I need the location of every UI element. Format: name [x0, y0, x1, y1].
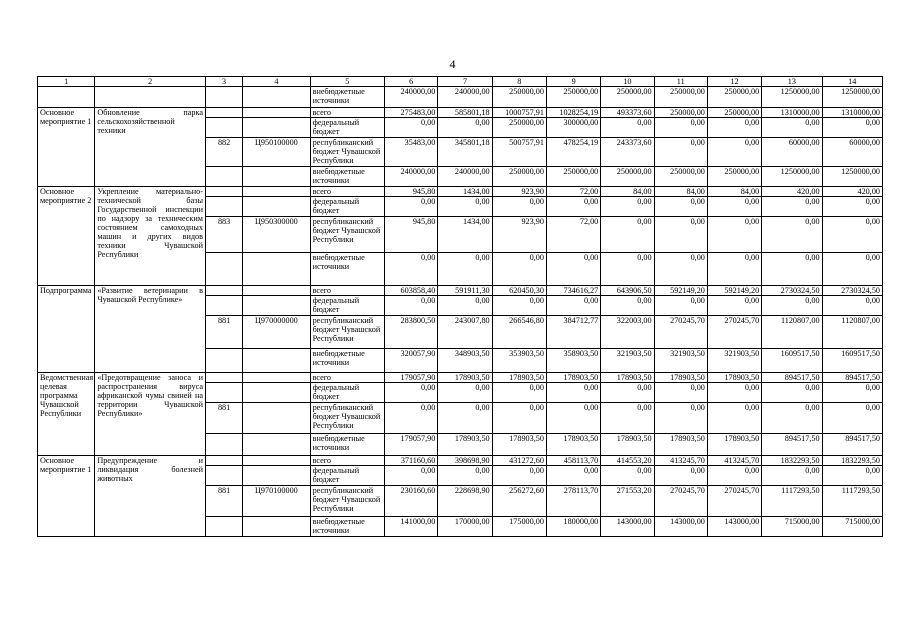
grbs-code-cell: 883 [205, 217, 242, 253]
value-cell: 413245,70 [707, 456, 761, 466]
funding-source-cell: всего [310, 187, 384, 197]
value-cell: 270245,70 [654, 316, 707, 349]
header-cell: 13 [762, 77, 822, 87]
value-cell: 923,90 [492, 187, 546, 197]
table-row [38, 108, 883, 118]
value-cell: 0,00 [438, 383, 492, 403]
funding-source-cell: внебюджетные источники [310, 517, 384, 537]
value-cell: 1310000,00 [762, 108, 822, 118]
table-row [38, 456, 883, 466]
value-cell: 250000,00 [492, 87, 546, 108]
value-cell: 0,00 [822, 296, 882, 316]
value-cell: 0,00 [438, 296, 492, 316]
value-cell: 0,00 [654, 403, 707, 434]
value-cell: 620450,30 [492, 286, 546, 296]
value-cell: 0,00 [707, 253, 761, 286]
program-name-cell: «Предотвращение заноса и распространения вируса африканской чумы свиней на территории Чувашской Республики» [95, 373, 206, 456]
program-name-cell: Обновление парка сельскохозяйственной техники [95, 108, 206, 187]
funding-source-cell: федеральный бюджет [310, 466, 384, 486]
value-cell: 0,00 [385, 197, 438, 217]
target-article-cell: Ц970100000 [243, 486, 310, 517]
program-status-cell: Основное мероприятие 1 [38, 108, 95, 187]
funding-source-cell: республиканский бюджет Чувашской Республики [310, 138, 384, 167]
value-cell: 1250000,00 [822, 167, 882, 187]
funding-source-cell: федеральный бюджет [310, 197, 384, 217]
page-number: 4 [449, 57, 456, 71]
header-row [38, 77, 883, 87]
value-cell: 1250000,00 [762, 87, 822, 108]
value-cell: 250000,00 [546, 167, 600, 187]
header-cell: 8 [492, 77, 546, 87]
grbs-code-cell [205, 517, 242, 537]
value-cell: 250000,00 [707, 167, 761, 187]
header-cell: 9 [546, 77, 600, 87]
header-cell: 12 [707, 77, 761, 87]
value-cell: 0,00 [546, 466, 600, 486]
value-cell: 1609517,50 [762, 349, 822, 373]
value-cell: 0,00 [654, 118, 707, 138]
value-cell: 0,00 [385, 296, 438, 316]
funding-source-cell: внебюджетные источники [310, 167, 384, 187]
value-cell: 143000,00 [601, 517, 654, 537]
value-cell: 0,00 [707, 296, 761, 316]
target-article-cell [243, 87, 310, 108]
funding-source-cell: всего [310, 373, 384, 383]
value-cell: 178903,50 [546, 373, 600, 383]
value-cell: 0,00 [438, 118, 492, 138]
target-article-cell: Ц950300000 [243, 217, 310, 253]
grbs-code-cell [205, 197, 242, 217]
funding-source-cell: федеральный бюджет [310, 118, 384, 138]
value-cell: 0,00 [546, 296, 600, 316]
grbs-code-cell [205, 383, 242, 403]
value-cell: 371160,60 [385, 456, 438, 466]
value-cell: 894517,50 [762, 373, 822, 383]
value-cell: 35483,00 [385, 138, 438, 167]
value-cell: 250000,00 [654, 87, 707, 108]
value-cell: 256272,60 [492, 486, 546, 517]
value-cell: 643906,50 [601, 286, 654, 296]
value-cell: 945,80 [385, 187, 438, 197]
value-cell: 240000,00 [438, 167, 492, 187]
value-cell: 0,00 [385, 466, 438, 486]
value-cell: 413245,70 [654, 456, 707, 466]
value-cell: 243373,60 [601, 138, 654, 167]
value-cell: 72,00 [546, 217, 600, 253]
value-cell: 0,00 [385, 403, 438, 434]
funding-source-cell: внебюджетные источники [310, 434, 384, 456]
header-cell: 14 [822, 77, 882, 87]
value-cell: 500757,91 [492, 138, 546, 167]
value-cell: 0,00 [601, 466, 654, 486]
value-cell: 715000,00 [822, 517, 882, 537]
value-cell: 0,00 [385, 253, 438, 286]
value-cell: 178903,50 [654, 434, 707, 456]
value-cell: 0,00 [762, 197, 822, 217]
target-article-cell [243, 167, 310, 187]
value-cell: 178903,50 [707, 434, 761, 456]
funding-source-cell: всего [310, 456, 384, 466]
value-cell: 178903,50 [601, 373, 654, 383]
value-cell: 0,00 [654, 253, 707, 286]
target-article-cell [243, 456, 310, 466]
value-cell: 0,00 [492, 296, 546, 316]
value-cell: 1117293,50 [822, 486, 882, 517]
value-cell: 0,00 [546, 403, 600, 434]
value-cell: 179057,90 [385, 434, 438, 456]
table-row [38, 187, 883, 197]
grbs-code-cell: 882 [205, 138, 242, 167]
grbs-code-cell [205, 373, 242, 383]
funding-source-cell: республиканский бюджет Чувашской Республики [310, 316, 384, 349]
value-cell: 1250000,00 [762, 167, 822, 187]
program-status-cell: Основное мероприятие 2 [38, 187, 95, 286]
value-cell: 322003,00 [601, 316, 654, 349]
value-cell: 178903,50 [438, 373, 492, 383]
program-status-cell: Основное мероприятие 1 [38, 456, 95, 537]
value-cell: 0,00 [492, 383, 546, 403]
value-cell: 458113,70 [546, 456, 600, 466]
header-cell: 2 [95, 77, 206, 87]
program-name-cell: Предупреждение и ликвидация болезней животных [95, 456, 206, 537]
value-cell: 270245,70 [707, 316, 761, 349]
target-article-cell: Ц950100000 [243, 138, 310, 167]
value-cell: 0,00 [822, 118, 882, 138]
value-cell: 585801,18 [438, 108, 492, 118]
value-cell: 0,00 [385, 118, 438, 138]
value-cell: 0,00 [822, 217, 882, 253]
program-name-cell: Укрепление материально-технической базы Государственной инспекции по надзору за техническим состоянием самоходных машин и других видов техники Чувашской Республики [95, 187, 206, 286]
value-cell: 266546,80 [492, 316, 546, 349]
value-cell: 72,00 [546, 187, 600, 197]
target-article-cell [243, 517, 310, 537]
value-cell: 0,00 [492, 403, 546, 434]
program-status-cell: Ведомственная целевая программа Чувашской Республики [38, 373, 95, 456]
value-cell: 0,00 [438, 466, 492, 486]
value-cell: 0,00 [822, 466, 882, 486]
value-cell: 0,00 [654, 197, 707, 217]
value-cell: 243007,80 [438, 316, 492, 349]
value-cell: 431272,60 [492, 456, 546, 466]
value-cell: 894517,50 [822, 373, 882, 383]
funding-source-cell: федеральный бюджет [310, 296, 384, 316]
value-cell: 0,00 [762, 217, 822, 253]
value-cell: 0,00 [762, 118, 822, 138]
grbs-code-cell [205, 253, 242, 286]
value-cell: 60000,00 [822, 138, 882, 167]
target-article-cell [243, 373, 310, 383]
value-cell: 240000,00 [385, 87, 438, 108]
value-cell: 0,00 [654, 138, 707, 167]
value-cell: 84,00 [601, 187, 654, 197]
budget-table [37, 76, 883, 537]
value-cell: 178903,50 [546, 434, 600, 456]
value-cell: 0,00 [546, 253, 600, 286]
value-cell: 0,00 [822, 403, 882, 434]
program-status-cell: Подпрограмма [38, 286, 95, 373]
value-cell: 1434,00 [438, 187, 492, 197]
value-cell: 250000,00 [492, 167, 546, 187]
value-cell: 0,00 [762, 403, 822, 434]
value-cell: 250000,00 [654, 108, 707, 118]
value-cell: 1117293,50 [762, 486, 822, 517]
header-cell: 6 [385, 77, 438, 87]
value-cell: 0,00 [707, 383, 761, 403]
value-cell: 2730324,50 [822, 286, 882, 296]
grbs-code-cell [205, 118, 242, 138]
header-cell: 1 [38, 77, 95, 87]
grbs-code-cell [205, 434, 242, 456]
value-cell: 734616,27 [546, 286, 600, 296]
value-cell: 0,00 [601, 197, 654, 217]
value-cell: 0,00 [601, 118, 654, 138]
value-cell: 0,00 [707, 466, 761, 486]
grbs-code-cell [205, 167, 242, 187]
value-cell: 321903,50 [654, 349, 707, 373]
value-cell: 592149,20 [654, 286, 707, 296]
program-status-cell [38, 87, 95, 108]
value-cell: 0,00 [601, 403, 654, 434]
value-cell: 230160,60 [385, 486, 438, 517]
value-cell: 0,00 [546, 383, 600, 403]
grbs-code-cell [205, 466, 242, 486]
value-cell: 0,00 [822, 197, 882, 217]
value-cell: 923,90 [492, 217, 546, 253]
value-cell: 178903,50 [492, 373, 546, 383]
value-cell: 715000,00 [762, 517, 822, 537]
value-cell: 0,00 [601, 383, 654, 403]
value-cell: 0,00 [707, 138, 761, 167]
value-cell: 0,00 [546, 197, 600, 217]
value-cell: 1000757,91 [492, 108, 546, 118]
value-cell: 0,00 [492, 466, 546, 486]
value-cell: 275483,00 [385, 108, 438, 118]
target-article-cell [243, 187, 310, 197]
value-cell: 414553,20 [601, 456, 654, 466]
target-article-cell [243, 349, 310, 373]
target-article-cell [243, 108, 310, 118]
value-cell: 250000,00 [546, 87, 600, 108]
value-cell: 178903,50 [654, 373, 707, 383]
target-article-cell [243, 253, 310, 286]
table-row [38, 373, 883, 383]
value-cell: 591911,30 [438, 286, 492, 296]
funding-source-cell: всего [310, 108, 384, 118]
grbs-code-cell [205, 296, 242, 316]
value-cell: 0,00 [707, 403, 761, 434]
value-cell: 271553,20 [601, 486, 654, 517]
grbs-code-cell: 881 [205, 316, 242, 349]
header-cell: 4 [243, 77, 310, 87]
value-cell: 60000,00 [762, 138, 822, 167]
value-cell: 894517,50 [822, 434, 882, 456]
value-cell: 250000,00 [492, 118, 546, 138]
value-cell: 592149,20 [707, 286, 761, 296]
value-cell: 240000,00 [438, 87, 492, 108]
grbs-code-cell: 881 [205, 403, 242, 434]
target-article-cell [243, 286, 310, 296]
target-article-cell [243, 434, 310, 456]
value-cell: 478254,19 [546, 138, 600, 167]
value-cell: 1609517,50 [822, 349, 882, 373]
funding-source-cell: республиканский бюджет Чувашской Республики [310, 217, 384, 253]
value-cell: 2730324,50 [762, 286, 822, 296]
program-name-cell: «Развитие ветеринарии в Чувашской Республике» [95, 286, 206, 373]
value-cell: 84,00 [654, 187, 707, 197]
value-cell: 300000,00 [546, 118, 600, 138]
value-cell: 1434,00 [438, 217, 492, 253]
value-cell: 0,00 [438, 403, 492, 434]
value-cell: 603858,40 [385, 286, 438, 296]
grbs-code-cell: 881 [205, 486, 242, 517]
value-cell: 0,00 [762, 253, 822, 286]
funding-source-cell: внебюджетные источники [310, 253, 384, 286]
header-cell: 10 [601, 77, 654, 87]
value-cell: 0,00 [438, 253, 492, 286]
value-cell: 358903,50 [546, 349, 600, 373]
table-row [38, 87, 883, 108]
value-cell: 141000,00 [385, 517, 438, 537]
value-cell: 283800,50 [385, 316, 438, 349]
grbs-code-cell [205, 87, 242, 108]
target-article-cell [243, 403, 310, 434]
value-cell: 178903,50 [492, 434, 546, 456]
grbs-code-cell [205, 456, 242, 466]
target-article-cell [243, 118, 310, 138]
value-cell: 1250000,00 [822, 87, 882, 108]
value-cell: 0,00 [385, 383, 438, 403]
value-cell: 1120807,00 [822, 316, 882, 349]
target-article-cell [243, 466, 310, 486]
value-cell: 170000,00 [438, 517, 492, 537]
value-cell: 0,00 [654, 217, 707, 253]
value-cell: 321903,50 [707, 349, 761, 373]
value-cell: 143000,00 [654, 517, 707, 537]
value-cell: 493373,60 [601, 108, 654, 118]
value-cell: 345801,18 [438, 138, 492, 167]
value-cell: 0,00 [438, 197, 492, 217]
target-article-cell [243, 296, 310, 316]
value-cell: 0,00 [654, 383, 707, 403]
value-cell: 270245,70 [654, 486, 707, 517]
value-cell: 178903,50 [438, 434, 492, 456]
value-cell: 0,00 [707, 197, 761, 217]
grbs-code-cell [205, 286, 242, 296]
funding-source-cell: внебюджетные источники [310, 87, 384, 108]
funding-source-cell: республиканский бюджет Чувашской Республики [310, 403, 384, 434]
value-cell: 1120807,00 [762, 316, 822, 349]
value-cell: 250000,00 [654, 167, 707, 187]
table-row [38, 286, 883, 296]
value-cell: 250000,00 [601, 87, 654, 108]
value-cell: 0,00 [762, 466, 822, 486]
value-cell: 180000,00 [546, 517, 600, 537]
header-cell: 11 [654, 77, 707, 87]
grbs-code-cell [205, 187, 242, 197]
target-article-cell [243, 383, 310, 403]
funding-source-cell: внебюджетные источники [310, 349, 384, 373]
value-cell: 0,00 [762, 296, 822, 316]
value-cell: 0,00 [601, 253, 654, 286]
value-cell: 179057,90 [385, 373, 438, 383]
value-cell: 420,00 [822, 187, 882, 197]
value-cell: 353903,50 [492, 349, 546, 373]
value-cell: 0,00 [762, 383, 822, 403]
value-cell: 0,00 [654, 466, 707, 486]
header-cell: 7 [438, 77, 492, 87]
value-cell: 178903,50 [707, 373, 761, 383]
value-cell: 240000,00 [385, 167, 438, 187]
target-article-cell [243, 197, 310, 217]
value-cell: 0,00 [492, 197, 546, 217]
value-cell: 84,00 [707, 187, 761, 197]
value-cell: 348903,50 [438, 349, 492, 373]
value-cell: 0,00 [492, 253, 546, 286]
value-cell: 278113,70 [546, 486, 600, 517]
value-cell: 384712,77 [546, 316, 600, 349]
value-cell: 0,00 [822, 383, 882, 403]
value-cell: 250000,00 [707, 87, 761, 108]
grbs-code-cell [205, 349, 242, 373]
value-cell: 1028254,19 [546, 108, 600, 118]
value-cell: 894517,50 [762, 434, 822, 456]
funding-source-cell: всего [310, 286, 384, 296]
value-cell: 398698,90 [438, 456, 492, 466]
value-cell: 1832293,50 [822, 456, 882, 466]
value-cell: 228698,90 [438, 486, 492, 517]
value-cell: 420,00 [762, 187, 822, 197]
value-cell: 0,00 [707, 217, 761, 253]
table-body [38, 77, 883, 537]
funding-source-cell: федеральный бюджет [310, 383, 384, 403]
value-cell: 175000,00 [492, 517, 546, 537]
value-cell: 0,00 [707, 118, 761, 138]
value-cell: 250000,00 [601, 167, 654, 187]
value-cell: 0,00 [822, 253, 882, 286]
grbs-code-cell [205, 108, 242, 118]
value-cell: 320057,90 [385, 349, 438, 373]
funding-source-cell: республиканский бюджет Чувашской Республики [310, 486, 384, 517]
value-cell: 250000,00 [707, 108, 761, 118]
value-cell: 321903,50 [601, 349, 654, 373]
value-cell: 1832293,50 [762, 456, 822, 466]
header-cell: 3 [205, 77, 242, 87]
value-cell: 0,00 [601, 217, 654, 253]
value-cell: 0,00 [654, 296, 707, 316]
header-cell: 5 [310, 77, 384, 87]
value-cell: 945,80 [385, 217, 438, 253]
value-cell: 1310000,00 [822, 108, 882, 118]
program-name-cell [95, 87, 206, 108]
value-cell: 0,00 [601, 296, 654, 316]
value-cell: 270245,70 [707, 486, 761, 517]
value-cell: 178903,50 [601, 434, 654, 456]
value-cell: 143000,00 [707, 517, 761, 537]
target-article-cell: Ц970000000 [243, 316, 310, 349]
